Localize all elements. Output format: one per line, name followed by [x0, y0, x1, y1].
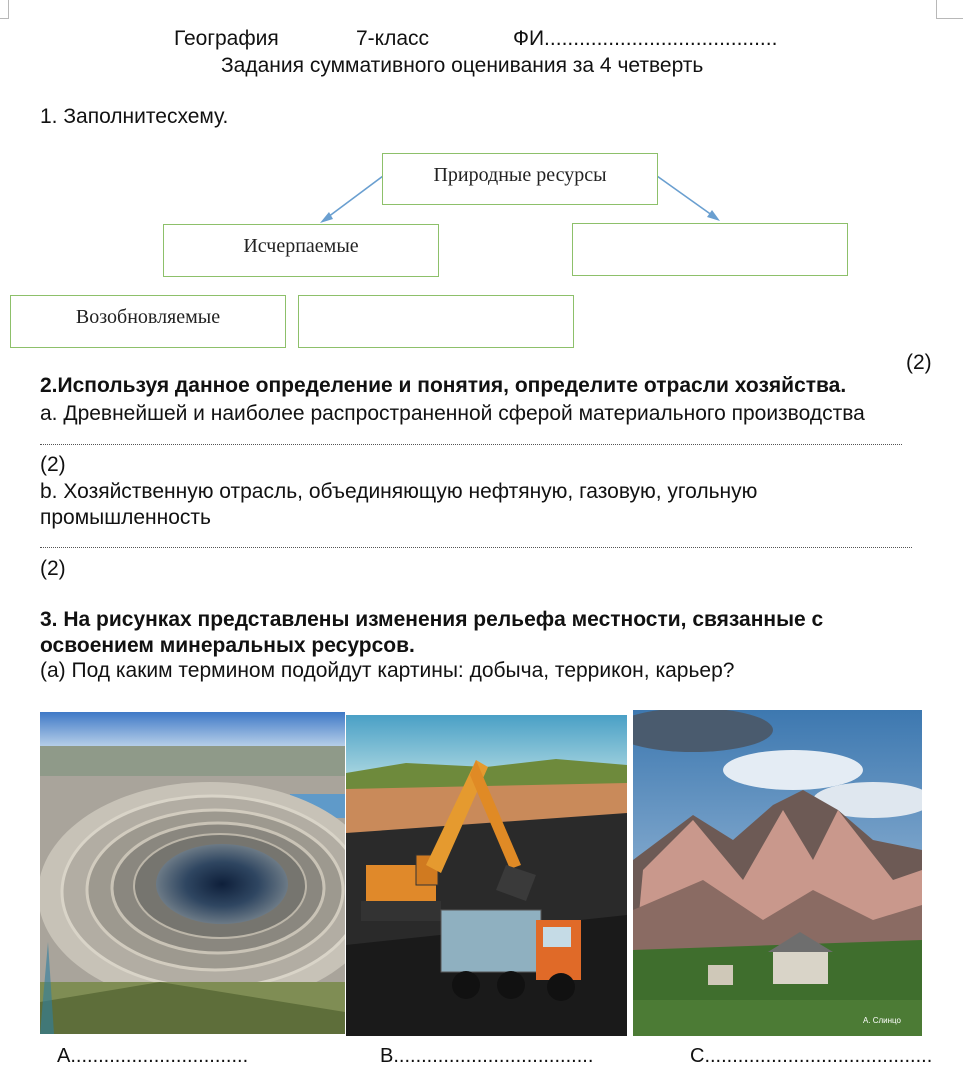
answer-c[interactable]: C......................................... [690, 1045, 933, 1067]
task1-points: (2) [906, 351, 932, 374]
waste-heap-mountains-photo [633, 710, 922, 1036]
task2-item-b-line2: промышленность [40, 506, 211, 529]
answer-a[interactable]: A................................ [57, 1045, 249, 1067]
task2-title: 2.Используя данное определение и понятия, определите отрасли хозяйства. [40, 374, 847, 397]
task3-question: (а) Под каким термином подойдут картины: добыча, террикон, карьер? [40, 659, 735, 682]
task2-item-b-line1: b. Хозяйственную отрасль, объединяющую нефтяную, газовую, угольную [40, 480, 758, 503]
task2-points-b: (2) [40, 557, 66, 580]
photo-credit: A. Слинцо [862, 1016, 901, 1025]
task3-title-line2: освоением минеральных ресурсов. [40, 634, 415, 657]
scheme-sub-right-box[interactable] [298, 295, 574, 348]
task2-answer-line-a[interactable] [40, 444, 902, 445]
scheme-sub-left-box [10, 295, 286, 348]
task3-title-line1: 3. На рисунках представлены изменения рельефа местности, связанные с [40, 608, 824, 631]
scheme-right-box[interactable] [572, 223, 848, 276]
task2-answer-line-b[interactable] [40, 547, 912, 548]
student-name-field: ФИ........................................ [513, 27, 778, 50]
grade-label: 7-класс [356, 27, 430, 50]
scheme-left-text: Исчерпаемые [243, 235, 359, 257]
scheme-root-box [382, 153, 658, 205]
task2-item-a: a. Древнейшей и наиболее распространенной сферой материального производства [40, 402, 865, 425]
scheme-left-box [163, 224, 439, 277]
task1-title: 1. Заполнитесхему. [40, 105, 229, 128]
scheme-sub-left-text: Возобновляемые [75, 305, 221, 328]
page-subtitle: Задания суммативного оценивания за 4 четверть [221, 54, 704, 77]
excavator-truck-photo [346, 715, 627, 1036]
task2-points-a: (2) [40, 453, 66, 476]
subject-title: География [174, 27, 279, 50]
open-pit-quarry-photo [40, 712, 345, 1034]
scheme-root-text: Природные ресурсы [433, 163, 607, 186]
answer-b[interactable]: B.................................... [380, 1045, 594, 1067]
